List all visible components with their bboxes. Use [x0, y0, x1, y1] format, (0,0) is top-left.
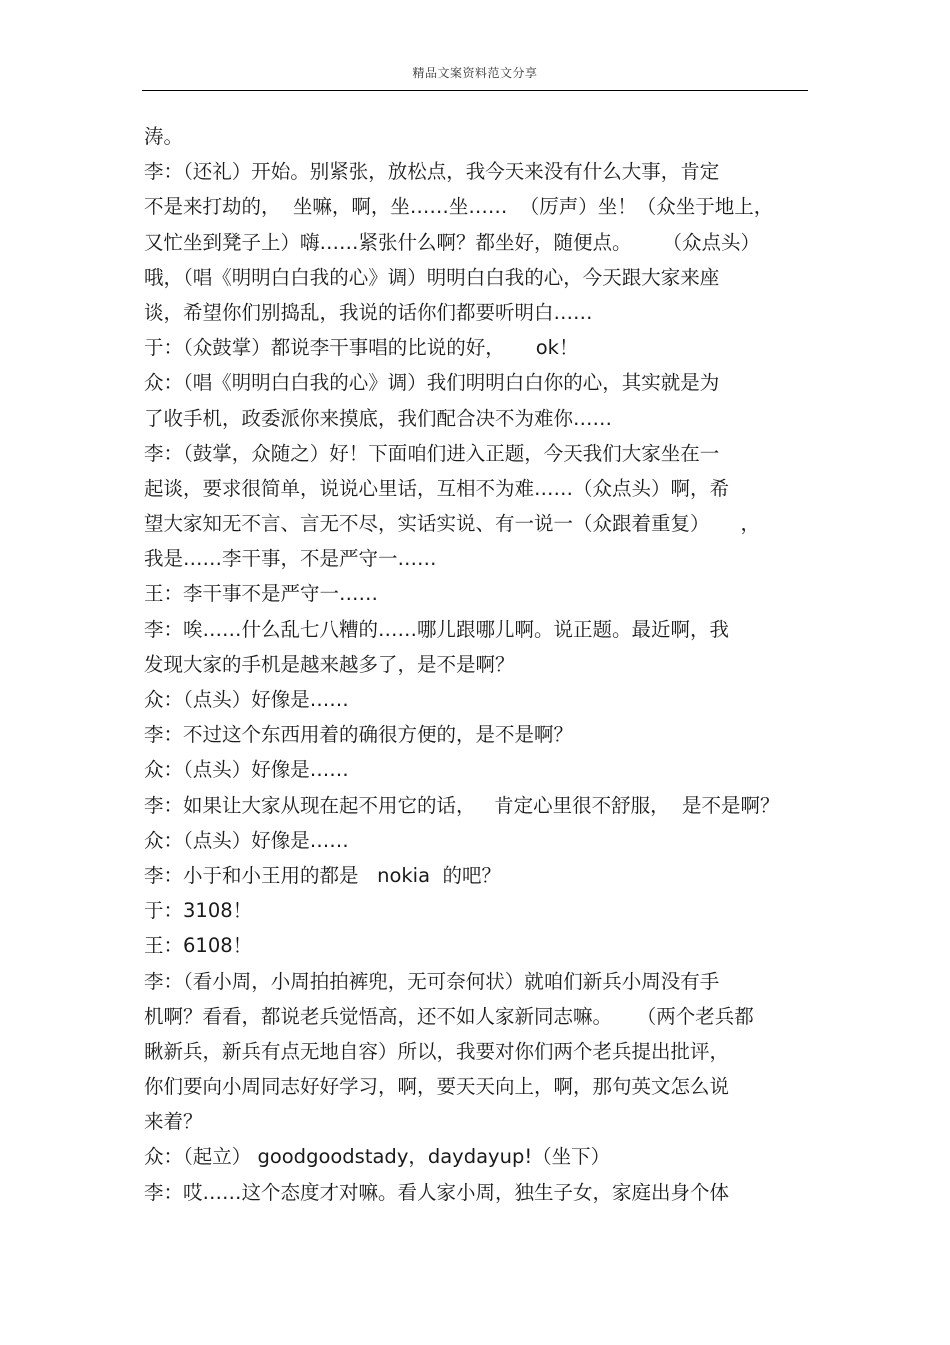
text-line: 你们要向小周同志好好学习，啊，要天天向上，啊，那句英文怎么说 — [144, 1075, 730, 1099]
text-line: 谈，希望你们别捣乱，我说的话你们都要听明白…… — [144, 300, 593, 324]
text-line: 李：（还礼）开始。别紧张，放松点，我今天来没有什么大事，肯定 — [144, 160, 720, 184]
text-line: 了收手机，政委派你来摸底，我们配合决不为难你…… — [144, 406, 613, 430]
text-line: 起谈，要求很简单，说说心里话，互相不为难……（众点头）啊，希 — [144, 476, 730, 500]
header-divider — [142, 90, 808, 91]
text-line: 李：不过这个东西用着的确很方便的，是不是啊？ — [144, 723, 574, 747]
text-line: 李：哎……这个态度才对嘛。看人家小周，独生子女，家庭出身个体 — [144, 1180, 730, 1204]
text-line: 王：6108！ — [144, 934, 253, 958]
text-line: 李：如果让大家从现在起不用它的话， 肯定心里很不舒服， 是不是啊？ — [144, 793, 780, 817]
document-body — [144, 119, 804, 1210]
text-line: 机啊？看看，都说老兵觉悟高，还不如人家新同志嘛。 （两个老兵都 — [144, 1004, 754, 1028]
text-line: 不是来打劫的， 坐嘛，啊，坐……坐…… （厉声）坐！（众坐于地上， — [144, 195, 774, 219]
text-line: 瞅新兵，新兵有点无地自容）所以，我要对你们两个老兵提出批评， — [144, 1039, 730, 1063]
text-line: 哦，（唱《明明白白我的心》调）明明白白我的心，今天跟大家来座 — [144, 265, 720, 289]
text-line: 于：（众鼓掌）都说李干事唱的比说的好， ok！ — [144, 336, 579, 360]
text-line: 众：（起立） goodgoodstady，daydayup!（坐下） — [144, 1145, 611, 1169]
text-line: 涛。 — [144, 125, 184, 148]
text-line: 李：（看小周，小周拍拍裤兜，无可奈何状）就咱们新兵小周没有手 — [144, 969, 720, 993]
text-line: 来着？ — [144, 1110, 203, 1134]
text-line: 众：（点头）好像是…… — [144, 688, 349, 711]
text-line: 众：（点头）好像是…… — [144, 828, 349, 852]
text-line: 众：（唱《明明白白我的心》调）我们明明白白你的心，其实就是为 — [144, 371, 720, 395]
text-line: 我是……李干事，不是严守一…… — [144, 547, 437, 571]
text-line: 王：李干事不是严守一…… — [144, 582, 379, 606]
text-line: 李：唉……什么乱七八糟的……哪儿跟哪儿啊。说正题。最近啊，我 — [144, 617, 730, 641]
text-line: 众：（点头）好像是…… — [144, 758, 349, 782]
text-line: 又忙坐到凳子上）嗨……紧张什么啊？都坐好，随便点。 （众点头） — [144, 230, 760, 254]
text-line: 于：3108！ — [144, 899, 253, 923]
text-line: 发现大家的手机是越来越多了，是不是啊？ — [144, 652, 515, 676]
text-line: 李：小于和小王用的都是 nokia 的吧？ — [144, 863, 501, 887]
text-line: 望大家知无不言、言无不尽，实话实说、有一说一（众跟着重复） ， — [144, 512, 760, 536]
page-header: 精品文案资料范文分享 — [412, 66, 538, 80]
text-line: 李：（鼓掌，众随之）好！下面咱们进入正题，今天我们大家坐在一 — [144, 441, 720, 465]
